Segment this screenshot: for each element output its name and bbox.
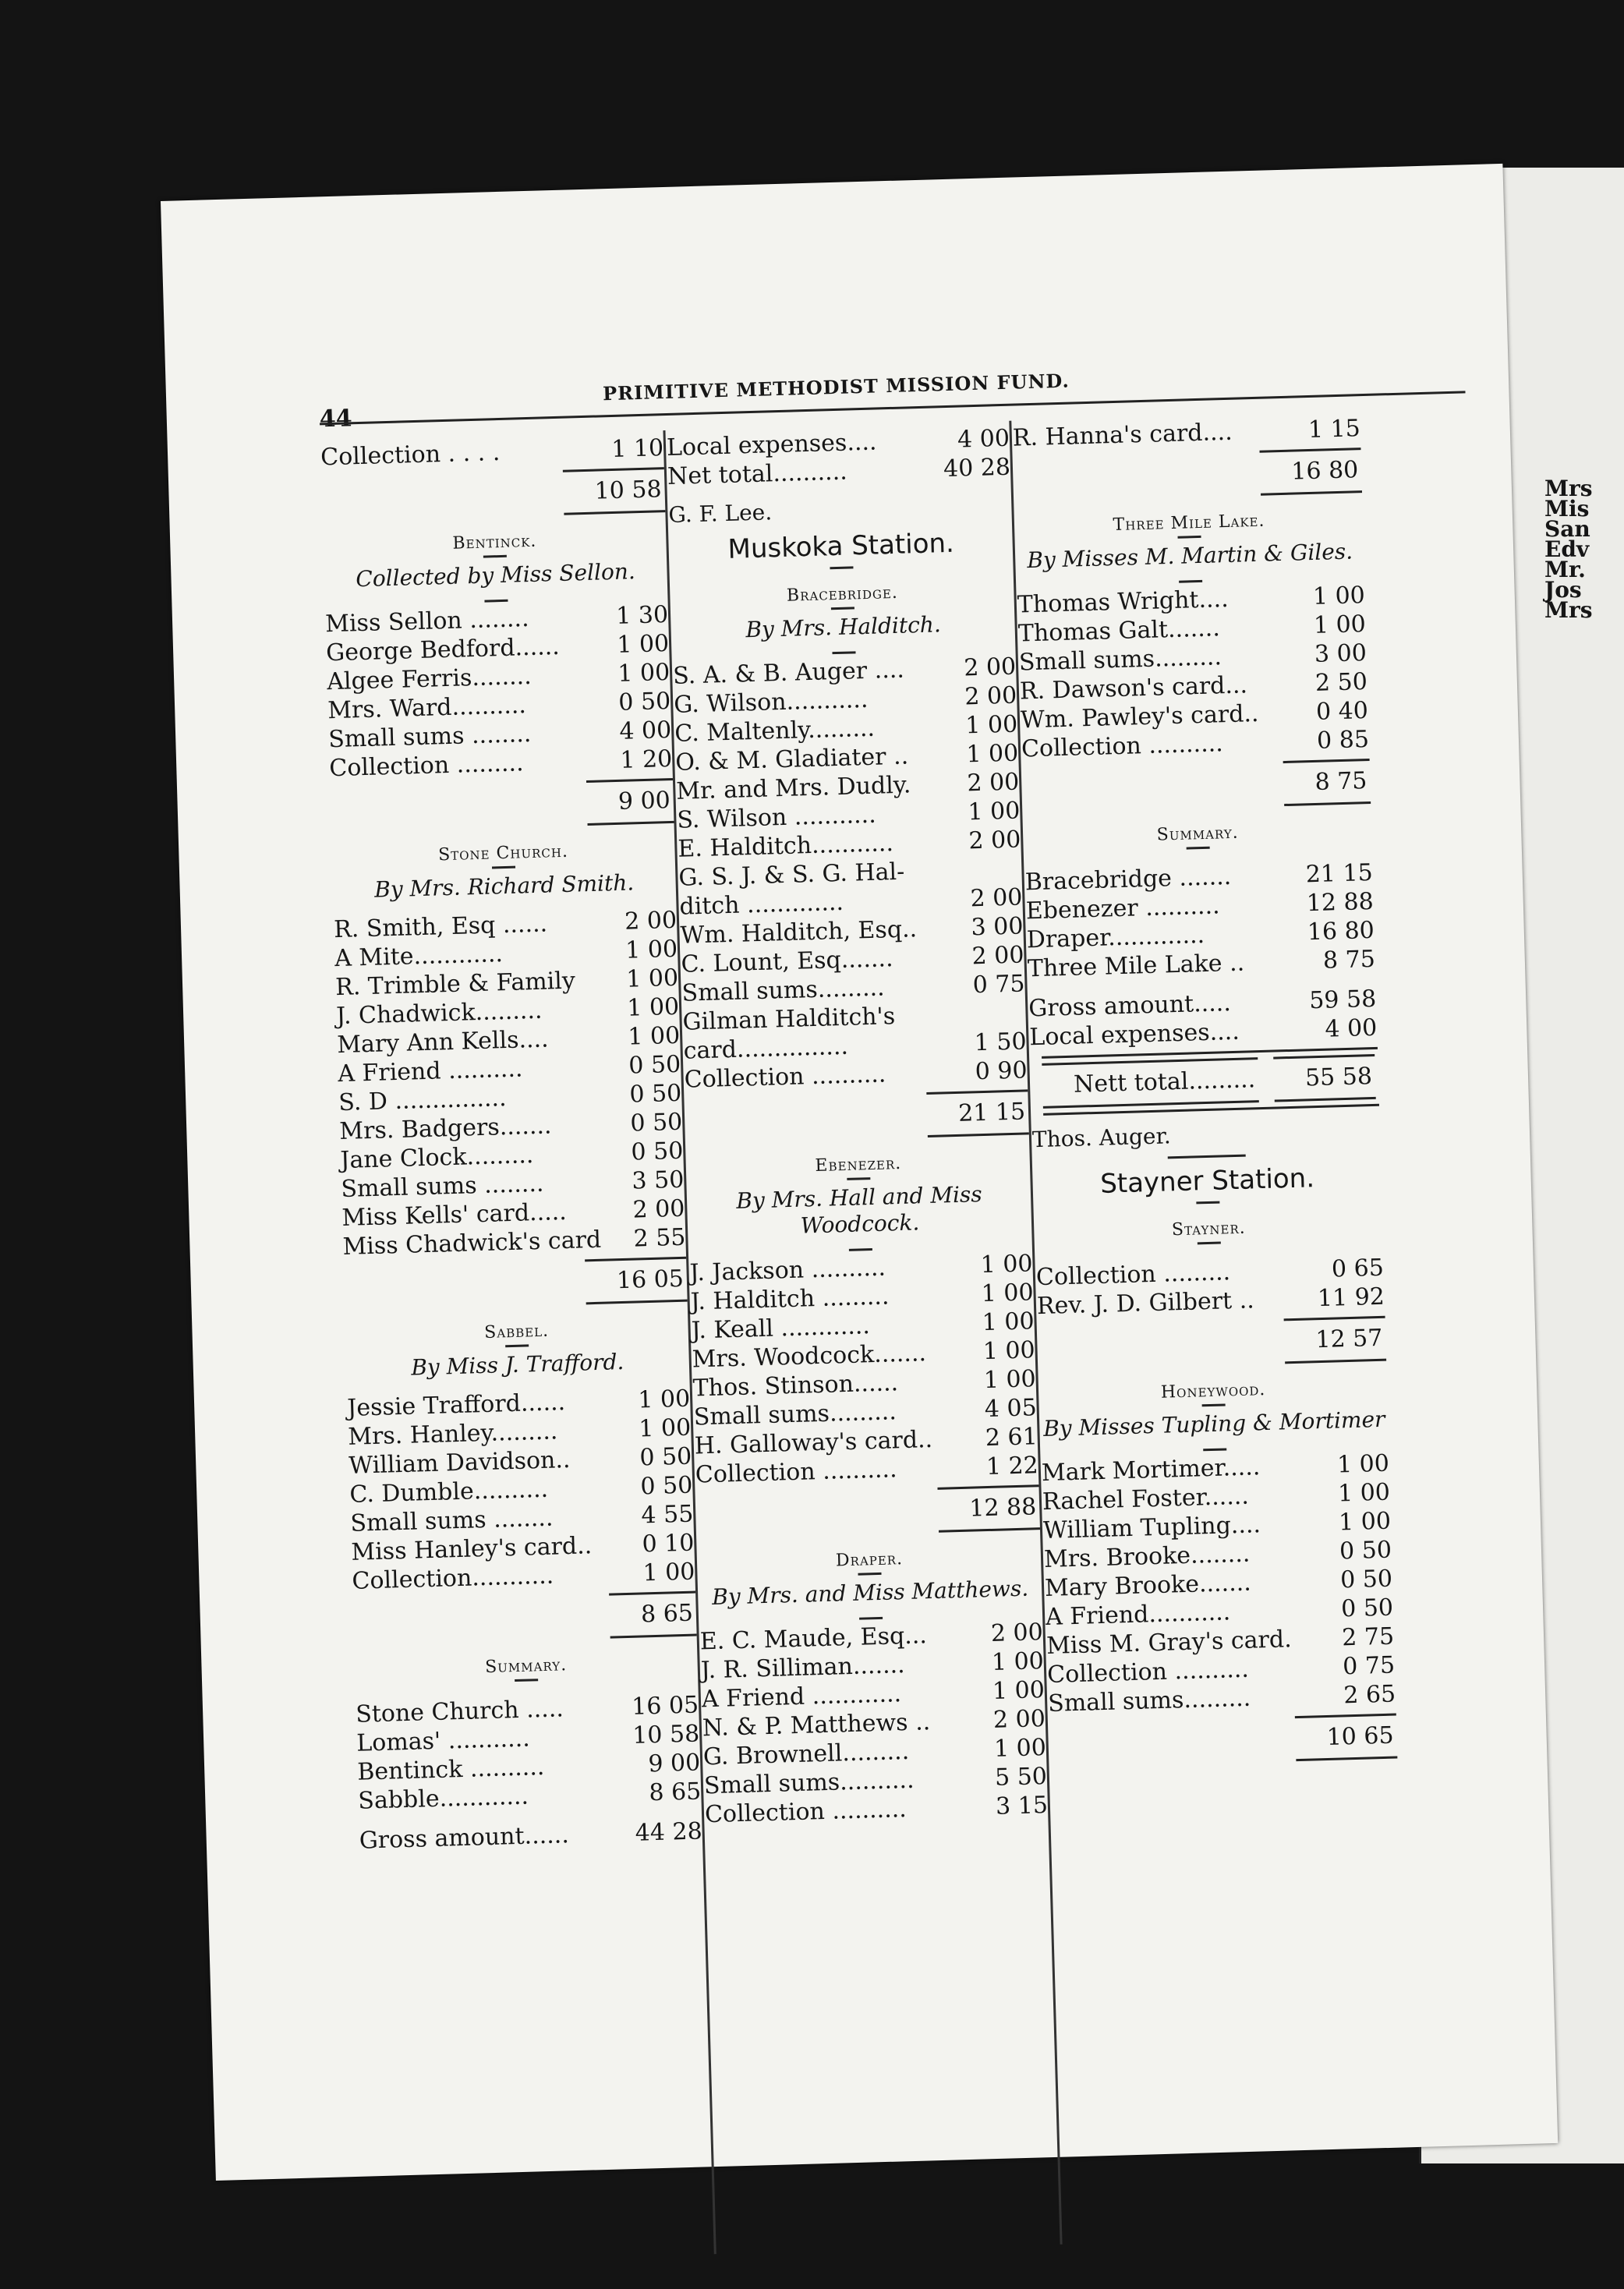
- entry-label: H. Galloway's card..: [694, 1425, 933, 1460]
- entry-label: J. Chadwick.........: [335, 996, 543, 1031]
- entry-label: Miss Chadwick's card: [342, 1226, 602, 1261]
- entry-label: J. Keall ............: [691, 1312, 871, 1345]
- entry-label: Collection ..........: [704, 1795, 908, 1829]
- entry-label: Local expenses....: [666, 428, 877, 462]
- collector-line: By Mrs. Hall and Miss Woodcock.: [735, 1181, 983, 1239]
- entry-label: Ebenezer ..........: [1025, 892, 1220, 925]
- entry-amount: 1 20: [619, 745, 673, 774]
- entry-label: S. Wilson ...........: [676, 801, 877, 834]
- running-head: PRIMITIVE METHODIST MISSION FUND.: [602, 369, 1070, 405]
- entry-amount: 0 75: [972, 970, 1025, 999]
- dash: [484, 600, 508, 603]
- entry-label: S. A. & B. Auger ....: [672, 656, 905, 690]
- dash: [832, 651, 855, 654]
- entry-label: Miss M. Gray's card.: [1046, 1626, 1293, 1660]
- entry-label: N. & P. Matthews ..: [702, 1708, 931, 1742]
- entry-list: [1024, 858, 1375, 983]
- entry-label: Small sums.........: [1047, 1684, 1251, 1718]
- entry-amount: 2 50: [1314, 668, 1368, 697]
- entry-amount: 59 58: [1308, 985, 1377, 1015]
- document-page: [161, 164, 1558, 2181]
- dash: [859, 1617, 883, 1620]
- subtotal: 9 00: [330, 778, 674, 833]
- entry-label: Rachel Foster......: [1042, 1482, 1250, 1516]
- entry-amount: 0 50: [631, 1137, 684, 1166]
- entry-label: Small sums..........: [703, 1766, 915, 1800]
- entry-amount: 1 00: [637, 1385, 691, 1414]
- entry-row: R. Hanna's card.... 1 15: [1012, 415, 1361, 452]
- section-heading: Summary.: [1156, 823, 1240, 845]
- entry-list: [1028, 985, 1378, 1052]
- entry-label: A Friend...........: [1045, 1598, 1231, 1632]
- collector-line: By Mrs. Halditch.: [745, 611, 942, 643]
- entry-label: J. R. Silliman.......: [700, 1651, 906, 1685]
- dash: [483, 555, 507, 558]
- signature: G. F. Lee.: [668, 499, 773, 528]
- entry-amount: 1 00: [1338, 1507, 1392, 1537]
- entry-list: [356, 1690, 702, 1815]
- entry-amount: 2 65: [1343, 1680, 1396, 1710]
- entry-label: Bracebridge .......: [1024, 863, 1232, 897]
- subtotal: 12 57: [1038, 1316, 1386, 1371]
- section-heading: Summary.: [484, 1655, 568, 1678]
- entry-amount: 3 15: [995, 1792, 1049, 1820]
- entry-amount: 3 00: [1314, 639, 1367, 668]
- entry-amount: 1 30: [615, 601, 669, 630]
- entry-amount: 1 00: [965, 739, 1019, 769]
- entry-label: Small sums ........: [340, 1169, 544, 1204]
- entry-amount: 1 00: [983, 1365, 1037, 1395]
- entry-amount: 1 00: [993, 1734, 1047, 1763]
- dash: [858, 1573, 881, 1576]
- entry-amount: 1 22: [985, 1452, 1039, 1481]
- station-title: Stayner Station.: [1099, 1162, 1315, 1200]
- next-page-text: Mrs: [1544, 476, 1593, 501]
- entry-amount: 0 75: [1342, 1651, 1396, 1681]
- entry-amount: 0 50: [1340, 1594, 1394, 1623]
- entry-label: George Bedford......: [325, 632, 561, 667]
- entry-label: Draper.............: [1026, 921, 1205, 954]
- dash: [831, 607, 854, 610]
- entry-amount: 1 00: [1336, 1449, 1390, 1479]
- collector-line: By Miss J. Trafford.: [410, 1348, 624, 1381]
- entry-amount: 2 55: [633, 1223, 686, 1253]
- entry-label: Jane Clock.........: [339, 1141, 534, 1175]
- entry-label: Small sums.........: [681, 974, 886, 1007]
- entry-label: Small sums ........: [349, 1504, 554, 1537]
- entry-row: Collection . . . . 1 10: [320, 434, 664, 472]
- entry-label: Rev. J. D. Gilbert ..: [1036, 1286, 1255, 1321]
- collector-line: By Mrs. and Miss Matthews.: [711, 1575, 1029, 1610]
- entry-amount: 1 00: [625, 964, 679, 993]
- subtotal: 8 65: [352, 1591, 696, 1646]
- entry-label: E. C. Maude, Esq...: [699, 1622, 928, 1656]
- entry-label: R. Trimble & Family: [334, 967, 576, 1002]
- entry-label: Miss Kells' card.....: [341, 1198, 568, 1233]
- entry-label: J. Halditch .........: [690, 1282, 890, 1316]
- entry-amount: 0 10: [642, 1529, 695, 1558]
- entry-label: A Friend ..........: [337, 1055, 523, 1088]
- entry-amount: 1 00: [982, 1307, 1035, 1337]
- dash: [1202, 1403, 1226, 1406]
- entry-label: Small sums ........: [327, 720, 532, 754]
- entry-amount: 1 00: [626, 992, 680, 1022]
- entry-list: [325, 600, 673, 783]
- entry-label: G. S. J. & S. G. Hal-: [678, 858, 905, 892]
- entry-label: Mrs. Ward..........: [327, 692, 527, 725]
- entry-label: Mary Ann Kells....: [336, 1025, 550, 1060]
- collector-line: Collected by Miss Sellon.: [355, 558, 636, 593]
- entry-label: Algee Ferris........: [326, 662, 532, 696]
- entry-amount: 1 00: [642, 1558, 695, 1587]
- entry-amount: 0 50: [617, 687, 671, 716]
- entry-amount: 1 00: [624, 935, 678, 964]
- entry-label: Thomas Wright....: [1017, 585, 1229, 619]
- entry-amount: 4 55: [641, 1500, 694, 1530]
- entry-list: [1035, 1254, 1385, 1321]
- entry-label: Collection ..........: [695, 1456, 897, 1489]
- entry-amount: 0 90: [975, 1056, 1028, 1086]
- entry-label: card...............: [683, 1032, 849, 1065]
- entry-amount: 1 00: [982, 1336, 1036, 1366]
- entry-amount: 1 00: [627, 1021, 681, 1051]
- entry-label: William Davidson..: [348, 1445, 571, 1480]
- page-number: 44: [319, 405, 353, 433]
- entry-label: E. Halditch...........: [677, 830, 894, 863]
- next-page-text: Mrs: [1544, 597, 1593, 623]
- section-heading: Sabbel.: [483, 1321, 550, 1343]
- dash: [515, 1679, 538, 1682]
- section-heading: Stone Church.: [437, 841, 569, 865]
- subtotal: 8 75: [1022, 759, 1371, 813]
- entry-amount: 0 50: [639, 1442, 692, 1472]
- entry-amount: 1 00: [1312, 582, 1366, 610]
- entry-label: Mrs. Woodcock.......: [692, 1339, 927, 1374]
- subtotal: 10 65: [1049, 1714, 1397, 1768]
- entry-label: Mark Mortimer.....: [1041, 1453, 1261, 1488]
- section-heading: Honeywood.: [1160, 1380, 1266, 1403]
- dash: [1178, 536, 1201, 539]
- entry-amount: 4 00: [957, 424, 1010, 454]
- section-heading: Ebenezer.: [815, 1153, 902, 1176]
- entry-amount: 1 00: [981, 1279, 1035, 1308]
- entry-amount: 0 85: [1316, 726, 1370, 755]
- entry-label: Mrs. Badgers.......: [338, 1112, 552, 1146]
- dash: [1179, 580, 1202, 583]
- entry-label: William Tupling....: [1042, 1511, 1261, 1545]
- entry-label: Net total..........: [667, 458, 848, 490]
- dash: [849, 1248, 872, 1251]
- entry-label: Collection ..........: [684, 1060, 886, 1094]
- entry-amount: 0 40: [1315, 697, 1369, 726]
- entry-amount: 2 75: [1341, 1622, 1395, 1652]
- entry-amount: 0 65: [1331, 1254, 1385, 1283]
- signature: Thos. Auger.: [1031, 1123, 1172, 1153]
- entry-amount: 4 05: [984, 1394, 1038, 1424]
- entry-label: G. Wilson...........: [673, 685, 869, 719]
- entry-amount: 16 05: [631, 1691, 699, 1721]
- entry-amount: 40 28: [943, 453, 1011, 483]
- collector-line: By Misses M. Martin & Giles.: [1026, 538, 1353, 574]
- entry-amount: 2 00: [624, 906, 678, 936]
- entry-amount: 0 50: [1339, 1536, 1392, 1566]
- entry-amount: 2 00: [632, 1194, 685, 1224]
- entry-amount: 2 00: [968, 826, 1021, 855]
- entry-label: J. Jackson ..........: [689, 1254, 886, 1287]
- entry-amount: [964, 1020, 1026, 1021]
- entry-label: S. D ...............: [338, 1084, 507, 1117]
- entry-label: ditch .............: [679, 888, 844, 921]
- entry-amount: 2 61: [985, 1423, 1038, 1452]
- entry-list: [334, 906, 686, 1261]
- entry-label: Stone Church .....: [355, 1695, 564, 1728]
- entry-label: Small sums.........: [1018, 643, 1222, 677]
- entry-amount: 4 00: [618, 716, 672, 745]
- entry-amount: 8 65: [648, 1778, 702, 1807]
- subtotal: 16 80: [1014, 448, 1362, 502]
- entry-amount: 1 00: [1313, 610, 1367, 639]
- entry-list: [1017, 581, 1369, 763]
- entry-label: C. Dumble..........: [349, 1475, 549, 1509]
- entry-label: Lomas' ...........: [356, 1725, 531, 1757]
- entry-amount: 4 00: [1324, 1014, 1378, 1043]
- entry-amount: 0 50: [628, 1079, 682, 1109]
- entry-label: Collection...........: [352, 1562, 554, 1595]
- entry-label: Collection .........: [1035, 1258, 1231, 1292]
- entry-amount: 11 92: [1317, 1282, 1385, 1313]
- entry-label: Thomas Galt.......: [1017, 614, 1221, 648]
- entry-label: Thos. Stinson......: [692, 1369, 899, 1403]
- entry-label: Miss Hanley's card..: [351, 1532, 593, 1566]
- entry-label: O. & M. Gladiater ..: [674, 742, 909, 777]
- entry-amount: 16 80: [1307, 916, 1375, 946]
- entry-label: Collection ..........: [1021, 730, 1224, 763]
- dash: [492, 866, 515, 869]
- entry-label: Gilman Halditch's: [682, 1003, 896, 1036]
- next-page-text: Mr.: [1544, 557, 1586, 582]
- entry-amount: 1 00: [991, 1647, 1045, 1676]
- entry-amount: 1 00: [992, 1676, 1046, 1705]
- entry-list: [673, 653, 1028, 1095]
- entry-label: A Mite............: [334, 940, 504, 973]
- entry-amount: 2 00: [970, 883, 1023, 913]
- entry-amount: 2 00: [990, 1619, 1044, 1647]
- entry-label: Collection ..........: [1046, 1655, 1250, 1689]
- entry-label: Three Mile Lake ..: [1027, 949, 1245, 983]
- entry-list: [699, 1618, 1048, 1829]
- entry-amount: [960, 876, 1022, 877]
- column-1: [320, 433, 702, 1856]
- entry-amount: 1 00: [980, 1250, 1033, 1279]
- section-heading: Bentinck.: [452, 531, 537, 554]
- next-page-text: Mis: [1544, 496, 1590, 522]
- entry-label: Sabble............: [357, 1782, 529, 1815]
- entry-amount: 0 50: [1339, 1565, 1393, 1594]
- entry-list: [1041, 1449, 1396, 1718]
- entry-amount: 2 00: [992, 1705, 1046, 1734]
- entry-label: Collection .........: [328, 749, 524, 783]
- entry-amount: 0 50: [629, 1108, 683, 1137]
- subtotal: 12 88: [696, 1484, 1040, 1539]
- entry-label: C. Lount, Esq.......: [681, 945, 893, 978]
- entry-label: Mary Brooke.......: [1044, 1569, 1252, 1603]
- column-3: [1012, 414, 1397, 1773]
- entry-label: Mr. and Mrs. Dudly.: [675, 771, 911, 805]
- dash: [505, 1344, 529, 1347]
- entry-label: C. Maltenly.........: [674, 714, 876, 748]
- collector-line: By Mrs. Richard Smith.: [373, 869, 635, 903]
- entry-amount: 1 00: [1337, 1478, 1391, 1508]
- dash: [1203, 1448, 1226, 1451]
- entry-label: Wm. Halditch, Esq..: [680, 915, 918, 950]
- entry-list: [689, 1249, 1038, 1489]
- entry-label: Mrs. Brooke........: [1043, 1540, 1251, 1574]
- section-heading: Stayner.: [1171, 1218, 1247, 1240]
- entry-amount: 9 00: [647, 1749, 701, 1778]
- entry-amount: 21 15: [1305, 858, 1374, 889]
- entry-amount: 1 00: [638, 1413, 692, 1443]
- entry-amount: 0 50: [639, 1471, 693, 1501]
- column-2: [667, 424, 1049, 1830]
- entry-amount: 1 50: [974, 1028, 1028, 1057]
- entry-amount: 2 00: [963, 653, 1017, 682]
- next-page-text: Jos: [1544, 577, 1582, 603]
- entry-amount: 12 88: [1306, 887, 1375, 918]
- section-heading: Bracebridge.: [786, 582, 899, 606]
- entry-label: Miss Sellon ........: [324, 605, 529, 639]
- subtotal: 16 05: [343, 1257, 687, 1311]
- entry-amount: 2 00: [971, 941, 1024, 971]
- entry-amount: 1 00: [616, 630, 670, 659]
- dash: [1168, 1155, 1246, 1159]
- entry-label: Wm. Pawley's card..: [1020, 699, 1259, 734]
- station-title: Muskoka Station.: [727, 527, 955, 565]
- entry-amount: 10 58: [632, 1720, 700, 1749]
- entry-amount: 1 00: [617, 659, 670, 688]
- entry-label: R. Smith, Esq ......: [333, 910, 548, 944]
- entry-label: G. Brownell.........: [702, 1737, 910, 1771]
- entry-amount: 1 00: [964, 710, 1018, 740]
- entry-amount: 0 50: [628, 1050, 681, 1080]
- entry-amount: 3 00: [971, 912, 1024, 942]
- entry-label: R. Dawson's card...: [1019, 671, 1248, 706]
- entry-label: A Friend ............: [701, 1680, 902, 1714]
- entry-label: Gross amount.....: [1028, 989, 1232, 1023]
- subtotal: 21 15: [685, 1089, 1028, 1144]
- dash: [847, 1177, 870, 1180]
- dash: [1198, 1242, 1221, 1245]
- dash: [1187, 847, 1210, 850]
- section-heading: Three Mile Lake.: [1113, 511, 1265, 536]
- collector-line: By Misses Tupling & Mortimer: [1042, 1406, 1385, 1442]
- entry-label: Bentinck ..........: [356, 1753, 545, 1786]
- nett-total: Nett total......... 55 58: [1030, 1047, 1379, 1116]
- entry-list: [667, 424, 1011, 491]
- section-heading: Draper.: [835, 1549, 904, 1571]
- dash: [830, 566, 853, 569]
- next-page-text: Edv: [1544, 536, 1590, 562]
- entry-amount: 3 50: [632, 1166, 685, 1195]
- entry-label: Mrs. Hanley.........: [347, 1417, 558, 1451]
- entry-list: [347, 1385, 695, 1596]
- entry-amount: 2 00: [964, 681, 1017, 711]
- subtotal: 10 58: [321, 467, 665, 522]
- entry-amount: 5 50: [994, 1763, 1048, 1792]
- next-page-text: San: [1544, 516, 1590, 542]
- gross-amount-row: Gross amount...... 44 28: [359, 1817, 703, 1855]
- entry-amount: 8 75: [1322, 945, 1376, 975]
- entry-label: Jessie Trafford......: [346, 1389, 566, 1422]
- entry-amount: 1 00: [968, 797, 1021, 826]
- entry-label: Local expenses....: [1028, 1017, 1240, 1052]
- entry-amount: 2 00: [966, 768, 1020, 798]
- entry-label: Small sums.........: [693, 1398, 897, 1431]
- dash: [1196, 1201, 1219, 1205]
